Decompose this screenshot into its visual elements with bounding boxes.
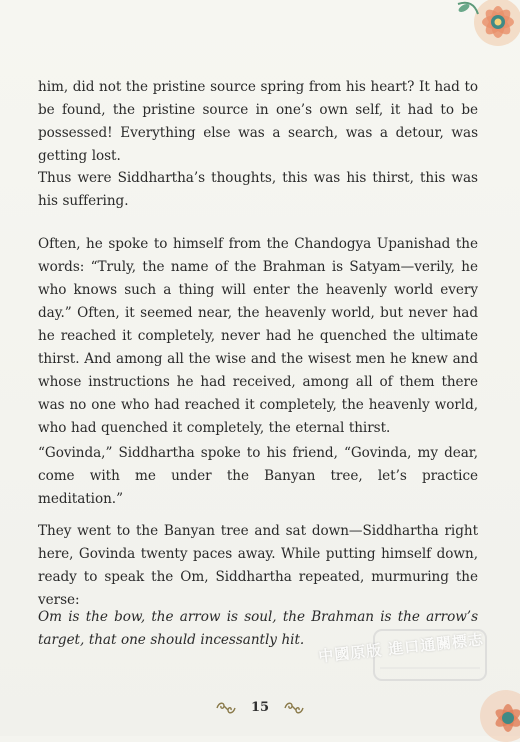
watermark-text: 中國原版 進口通關標志: [317, 630, 485, 666]
paragraph-5: They went to the Banyan tree and sat down—Siddhartha right here, Govinda twenty paces away. While putting himself down, ready to speak the Om, Siddhartha repeated, murmuring the verse:: [38, 522, 478, 608]
paragraph-4: “Govinda,” Siddhartha spoke to his friend, “Govinda, my dear, come with me under the Banyan tree, let’s practice meditation.”: [38, 444, 478, 507]
right-ornament-icon: [283, 701, 305, 715]
corner-flower-icon: [448, 0, 520, 64]
page-footer: [0, 700, 520, 715]
paragraph-1: him, did not the pristine source spring from his heart? It had to be found, the pristine source in one’s own self, it had to be possessed! Everything else was a search, was a detour, was getting lost.: [38, 78, 478, 164]
paragraph-3: Often, he spoke to himself from the Chandogya Upanishad the words: “Truly, the name of the Brahman is Satyam—verily, he who knows such a thing will enter the heavenly world every day.” Often, it seemed near, the heavenly world, but never had he reached it completely, never had he quenched the ultimate thirst. And among all the wise and the wisest men he knew and whose instructions he had received, among all of them there was no one who had reached it completely, the heavenly world, who had quenched it completely, the eternal thirst.: [38, 235, 478, 436]
page-number: 15: [250, 700, 270, 715]
left-ornament-icon: [215, 701, 237, 715]
paragraph-2: Thus were Siddhartha’s thoughts, this was his thirst, this was his suffering.: [38, 169, 478, 209]
verse-quote: Om is the bow, the arrow is soul, the Brahman is the arrow’s target, that one should incessantly hit.: [38, 608, 478, 648]
